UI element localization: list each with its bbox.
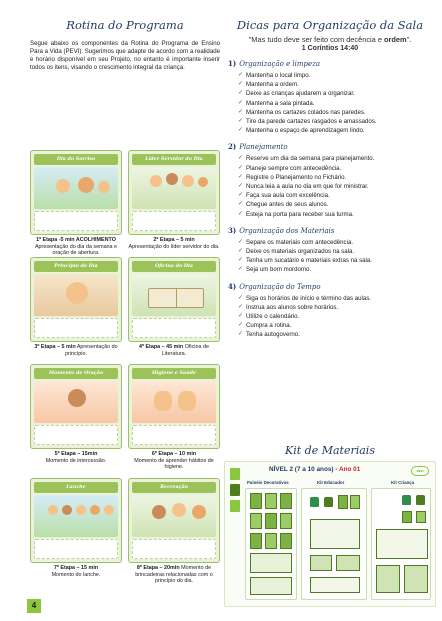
section-heading: 1) Organização e limpeza xyxy=(228,59,321,68)
step-caption: 2º Etapa – 5 min Apresentação do líder servidor do dia. xyxy=(128,237,220,250)
list-item: ✓ Mantenha o local limpo. xyxy=(238,72,311,79)
list-item: ✓ Mantenha os cartazes colados nas paredes. xyxy=(238,108,366,116)
list-item: ✓ Seja um bom mordomo. xyxy=(238,266,312,274)
card-banner: Líder Servidor do Dia xyxy=(132,154,216,165)
card-illustration xyxy=(34,274,118,316)
bible-quote: "Mas tudo deve ser feito com decência e ordem". xyxy=(248,35,412,44)
check-icon: ✓ xyxy=(238,313,244,320)
list-item: ✓ Deixe os materiais organizados na sala. xyxy=(238,248,355,256)
section-planning xyxy=(224,142,436,218)
card-banner: Recreação xyxy=(132,482,216,493)
check-icon: ✓ xyxy=(238,331,244,338)
page-number: 4 xyxy=(27,599,41,613)
list-item: ✓ Mantenha o espaço de aprendizagem lindo. xyxy=(238,127,365,135)
check-icon: ✓ xyxy=(238,238,244,245)
step-caption: 8º Etapa – 20min Momento de brincadeiras relacionadas com o princípio do dia. xyxy=(135,565,213,585)
card-banner: Momento de Oração xyxy=(34,368,118,379)
step-card-3 xyxy=(30,257,122,357)
card-writing-area xyxy=(132,211,216,231)
card-writing-area xyxy=(132,539,216,559)
card-illustration xyxy=(34,381,118,423)
kit-column-title: Kit Educador xyxy=(317,480,345,485)
check-icon: ✓ xyxy=(238,192,244,199)
card-illustration xyxy=(132,495,216,537)
card-banner: Higiene e Saúde xyxy=(132,368,216,379)
list-item: ✓ Registre o Planejamento no Fichário. xyxy=(238,173,347,181)
shirt-thumb xyxy=(230,468,240,480)
list-item: ✓ Deixe as crianças ajudarem a organizar. xyxy=(238,90,355,98)
card-writing-area xyxy=(34,539,118,559)
tips-section xyxy=(224,18,436,340)
list-item: ✓ Separe os materiais com antecedência. xyxy=(238,238,354,246)
check-icon: ✓ xyxy=(238,81,244,88)
check-icon: ✓ xyxy=(238,155,244,162)
card-illustration xyxy=(132,381,216,423)
list-item: ✓ Nunca leia a aula no dia em que for ministrar. xyxy=(238,183,369,191)
check-icon: ✓ xyxy=(238,294,244,301)
list-item: ✓ Cumpra a rotina. xyxy=(238,322,292,330)
routine-title: Rotina do Programa xyxy=(66,18,184,32)
check-icon: ✓ xyxy=(238,118,244,125)
section-heading: 4) Organização do Tempo xyxy=(228,281,321,291)
step-card-7 xyxy=(30,478,122,578)
kit-title: Kit de Materiais xyxy=(285,444,375,457)
check-icon: ✓ xyxy=(238,90,244,97)
kit-logo: PEVI xyxy=(411,466,429,476)
routine-section xyxy=(30,18,220,72)
kit-image xyxy=(224,461,436,607)
card-banner: Oficina do Dia xyxy=(132,261,216,272)
check-icon: ✓ xyxy=(238,248,244,255)
check-icon: ✓ xyxy=(238,201,244,208)
list-item: ✓ Tire da parede cartazes rasgados e amassados. xyxy=(238,118,377,126)
list-item: ✓ Instrua aos alunos sobre horários. xyxy=(238,303,339,311)
educator-kit xyxy=(301,488,367,600)
routine-intro: Segue abaixo os componentes da Rotina do Programa de Ensino Para a Vida (PEVI). Sugerimos que adapte de acordo com a realidade e horário disponível em seu Projeto, no entanto é importante inserir todos os itens, visando o crescimento integral da criança. xyxy=(30,40,220,72)
shirt-thumb xyxy=(230,500,240,512)
check-icon: ✓ xyxy=(238,266,244,273)
step-card-8 xyxy=(128,478,220,585)
list-item: ✓ Faça sua aula com excelência. xyxy=(238,192,330,200)
step-card-2 xyxy=(128,150,220,250)
list-item: ✓ Utilize o calendário. xyxy=(238,313,300,321)
section-materials xyxy=(224,226,436,275)
card-illustration xyxy=(34,167,118,209)
check-icon: ✓ xyxy=(238,173,244,180)
check-icon: ✓ xyxy=(238,210,244,217)
card-banner: Princípio do Dia xyxy=(34,261,118,272)
kit-column-title: Kit Criança xyxy=(391,480,415,485)
check-icon: ✓ xyxy=(238,322,244,329)
list-item: ✓ Mantenha a ordem. xyxy=(238,81,299,89)
list-item: ✓ Mantenha a sala pintada. xyxy=(238,99,315,107)
bible-reference: 1 Coríntios 14:40 xyxy=(301,45,359,52)
child-kit xyxy=(371,488,431,600)
step-caption: 7º Etapa – 15 min Momento do lanche. xyxy=(51,565,101,578)
step-card-5 xyxy=(30,364,122,464)
step-caption: 6º Etapa – 10 min Momento de aprender hábitos de higiene. xyxy=(134,451,214,471)
card-banner: Lanche xyxy=(34,482,118,493)
card-writing-area xyxy=(132,318,216,338)
list-item: ✓ Reserve um dia da semana para planejamento. xyxy=(238,155,375,163)
check-icon: ✓ xyxy=(238,108,244,115)
list-item: ✓ Esteja na porta para receber sua turma. xyxy=(238,210,354,218)
tips-title: Dicas para Organização da Sala xyxy=(236,18,424,32)
card-illustration xyxy=(34,495,118,537)
card-banner: Dia do Sorriso xyxy=(34,154,118,165)
step-caption: 4º Etapa – 45 min Oficina de Literatura. xyxy=(139,344,209,357)
list-item: ✓ Chegue antes de seus alunos. xyxy=(238,201,329,209)
list-item: ✓ Tenha um sucatário e materiais extras na sala. xyxy=(238,257,372,265)
kit-column-title: Painéis Decorativos xyxy=(247,480,289,485)
shirt-thumb xyxy=(230,484,240,496)
list-item: ✓ Planeje sempre com antecedência. xyxy=(238,164,342,172)
materials-kit-section xyxy=(224,444,436,607)
list-item: ✓ Siga os horários de início e término das aulas. xyxy=(238,294,371,302)
card-writing-area xyxy=(34,211,118,231)
card-writing-area xyxy=(34,318,118,338)
check-icon: ✓ xyxy=(238,72,244,78)
step-caption: 3º Etapa – 5 min Apresentação do princípio. xyxy=(34,344,118,357)
card-illustration xyxy=(132,274,216,316)
check-icon: ✓ xyxy=(238,303,244,310)
check-icon: ✓ xyxy=(238,183,244,190)
section-heading: 3) Organização dos Materiais xyxy=(228,225,335,235)
check-icon: ✓ xyxy=(238,164,244,171)
step-caption: 1º Etapa -5 min ACOLHIMENTO Apresentação do dia da semana e oração de abertura. xyxy=(34,237,118,257)
decorative-panels xyxy=(245,488,297,600)
check-icon: ✓ xyxy=(238,127,244,134)
step-card-6 xyxy=(128,364,220,471)
check-icon: ✓ xyxy=(238,99,244,106)
card-illustration xyxy=(132,167,216,209)
step-card-1 xyxy=(30,150,122,257)
section-time xyxy=(224,282,436,340)
step-caption: 5º Etapa – 15min Momento de intercessão. xyxy=(45,451,107,464)
section-heading: 2) Planejamento xyxy=(228,142,288,152)
kit-level: NÍVEL 2 (7 a 10 anos) - Ano 01 xyxy=(269,466,361,473)
check-icon: ✓ xyxy=(238,257,244,264)
list-item: ✓ Tenha autogoverno. xyxy=(238,331,300,339)
card-writing-area xyxy=(34,425,118,445)
section-cleaning xyxy=(224,59,436,135)
card-writing-area xyxy=(132,425,216,445)
step-card-4 xyxy=(128,257,220,357)
